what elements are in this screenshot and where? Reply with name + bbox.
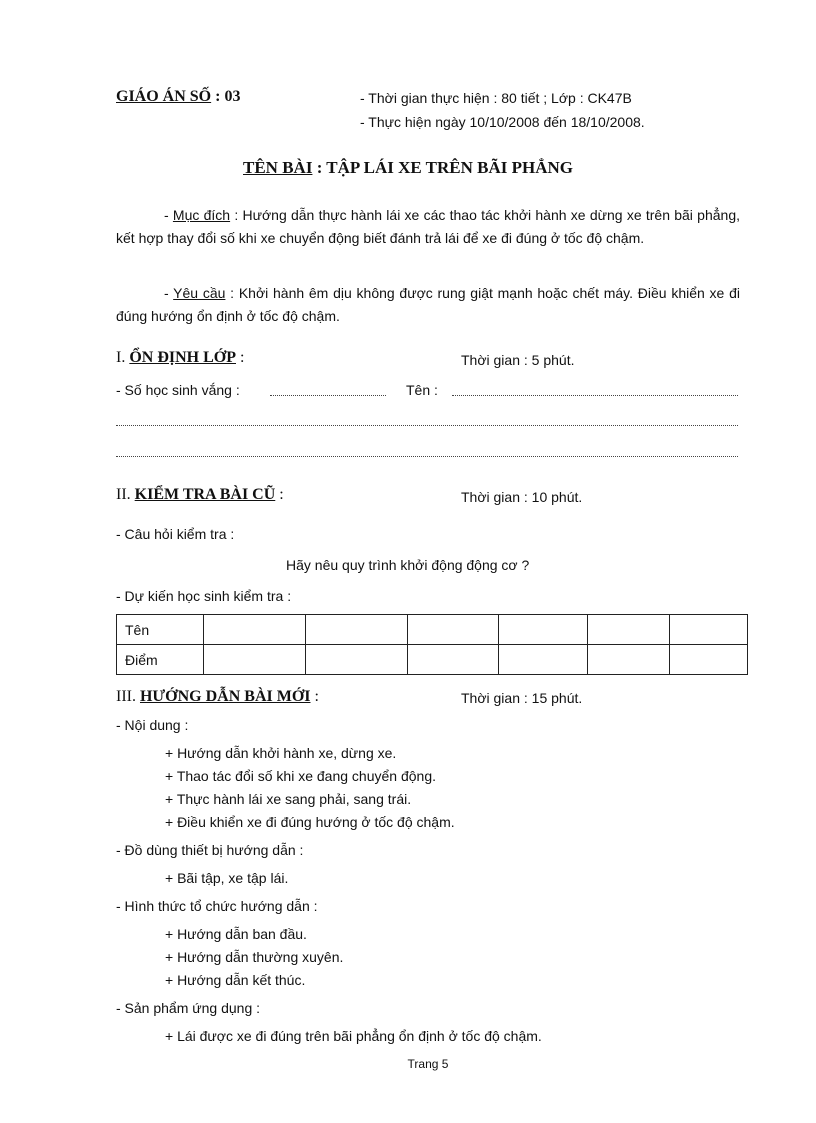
table-cell [499,615,588,645]
lesson-number: 03 [224,88,241,105]
score-table [116,614,748,675]
section3-number: III. [116,688,140,705]
product-label: - Sản phẩm ứng dụng : [116,1000,261,1016]
section1-time: Thời gian : 5 phút. [461,352,575,368]
name-label: Tên : [406,382,438,398]
date-line: - Thực hiện ngày 10/10/2008 đến 18/10/2008. [360,114,645,130]
requirement-paragraph [116,282,740,328]
list-item: + Lái được xe đi đúng trên bãi phẳng ổn định ở tốc độ chậm. [165,1028,542,1044]
list-item: + Thực hành lái xe sang phải, sang trái. [165,791,412,807]
table-cell [670,645,748,675]
section2-label: KIỂM TRA BÀI CŨ [134,486,276,503]
question-text: Hãy nêu quy trình khởi động động cơ ? [286,557,530,573]
page-number: Trang 5 [407,1057,449,1071]
equipment-label: - Đồ dùng thiết bị hướng dẫn : [116,842,304,858]
list-item: + Điều khiển xe đi đúng hướng ở tốc độ chậm. [165,814,455,830]
table-cell [306,615,408,645]
table-row [117,645,748,675]
table-cell [499,645,588,675]
list-item: + Hướng dẫn kết thúc. [165,972,306,988]
expected-students-label: - Dự kiến học sinh kiểm tra : [116,588,292,604]
table-cell [670,615,748,645]
table-cell [588,615,670,645]
purpose-text: : Hướng dẫn thực hành lái xe các thao tác khởi hành xe dừng xe trên bãi phẳng, kết hợp thay đổi số khi xe chuyển động biết đánh trả lái để xe đi đúng ở tốc độ chậm. [116,207,740,246]
content-label: - Nội dung : [116,717,189,733]
table-cell [408,645,499,675]
list-item: + Hướng dẫn thường xuyên. [165,949,344,965]
section2-suffix: : [275,486,284,503]
requirement-prefix: - [164,285,174,301]
purpose-prefix: - [164,207,173,223]
table-cell [306,645,408,675]
form-label: - Hình thức tổ chức hướng dẫn : [116,898,318,914]
lesson-separator: : [211,88,225,105]
dotted-line-3 [116,456,738,457]
absent-dotted-line [270,395,386,396]
requirement-label: Yêu cầu [173,285,226,301]
row-label-name: Tên [117,615,204,645]
section3-heading [116,688,319,706]
table-row [117,615,748,645]
lesson-label: GIÁO ÁN SỐ [116,88,212,105]
dotted-line-2 [116,425,738,426]
section3-suffix: : [310,688,319,705]
section1-heading [116,349,244,367]
list-item: + Hướng dẫn khởi hành xe, dừng xe. [165,745,397,761]
table-cell [204,645,306,675]
table-cell [588,645,670,675]
row-label-score: Điểm [117,645,204,675]
absent-label: - Số học sinh vắng : [116,382,240,398]
section3-time: Thời gian : 15 phút. [461,690,583,706]
page-title [0,158,816,178]
section1-label: ỔN ĐỊNH LỚP [129,349,236,366]
section1-suffix: : [236,349,245,366]
table-cell [408,615,499,645]
title-text: : TẬP LÁI XE TRÊN BÃI PHẲNG [312,158,573,177]
purpose-label: Mục đích [172,207,231,223]
table-cell [204,615,306,645]
purpose-paragraph [116,204,740,250]
section2-time: Thời gian : 10 phút. [461,489,583,505]
section2-heading [116,486,284,504]
question-label: - Câu hỏi kiểm tra : [116,526,235,542]
list-item: + Hướng dẫn ban đầu. [165,926,307,942]
name-dotted-line [452,395,738,396]
requirement-text: : Khởi hành êm dịu không được rung giật mạnh hoặc chết máy. Điều khiển xe đi đúng hướng ổn định ở tốc độ chậm. [116,285,740,324]
list-item: + Thao tác đổi số khi xe đang chuyển động. [165,768,436,784]
section2-number: II. [116,486,135,503]
duration-line: - Thời gian thực hiện : 80 tiết ; Lớp : CK47B [360,90,632,106]
section3-label: HƯỚNG DẪN BÀI MỚI [139,688,311,705]
title-label: TÊN BÀI [243,158,313,177]
lesson-heading [116,88,240,106]
list-item: + Bãi tập, xe tập lái. [165,870,289,886]
section1-number: I. [116,349,130,366]
